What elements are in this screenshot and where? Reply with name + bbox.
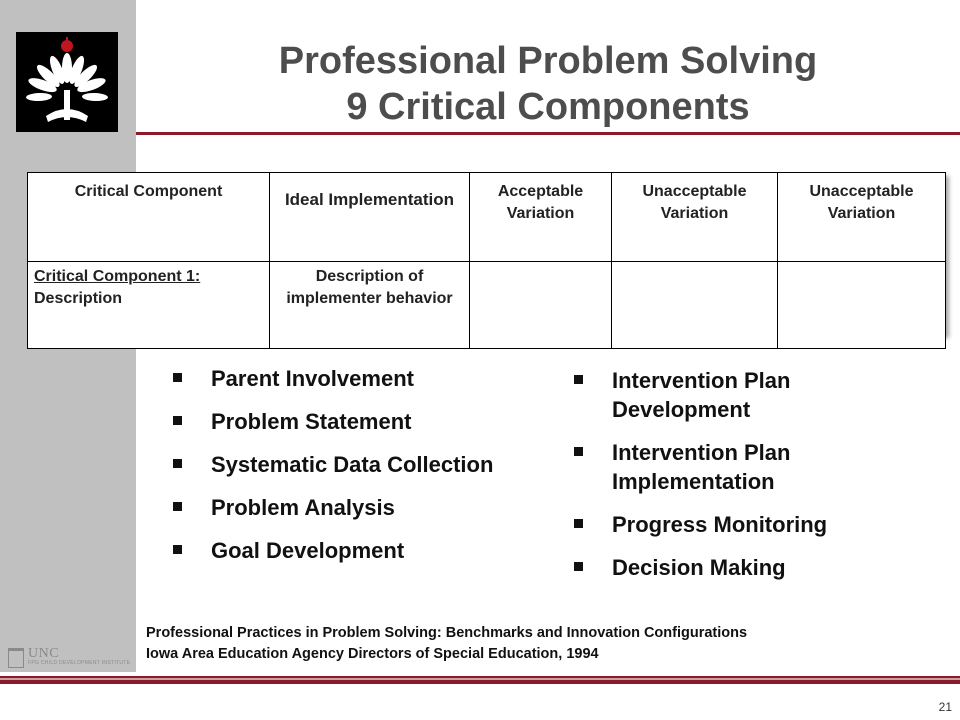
header-ideal-implementation: Ideal Implementation [270,173,470,262]
bullet-square-icon [173,502,182,511]
bullet-square-icon [574,562,583,571]
list-item: Intervention Plan Development [566,366,926,424]
fpg-logo-icon [16,32,118,132]
title-line-1: Professional Problem Solving [278,40,818,82]
bullet-square-icon [173,416,182,425]
header-unacceptable-variation-1: Unacceptable Variation [612,173,778,262]
title-divider [136,132,960,135]
bullet-square-icon [173,373,182,382]
bullet-square-icon [574,447,583,456]
cell-component [28,262,270,349]
list-item: Problem Analysis [165,493,495,522]
list-item: Goal Development [165,536,495,565]
component-table [27,172,946,349]
cell-unacceptable-2 [778,262,946,349]
pillar-icon [8,648,24,668]
source-line-1: Professional Practices in Problem Solving: Benchmarks and Innovation Configurations [146,625,748,641]
components-list-right [566,366,926,596]
components-list-left [165,364,495,579]
list-item: Systematic Data Collection [165,450,495,479]
table-row [28,262,946,349]
source-line-2: Iowa Area Education Agency Directors of Special Education, 1994 [146,646,599,662]
list-item: Decision Making [566,553,926,582]
header-acceptable-variation: Acceptable Variation [470,173,612,262]
component-description: Description [34,290,123,307]
cell-unacceptable-1 [612,262,778,349]
list-item: Progress Monitoring [566,510,926,539]
bullet-square-icon [173,459,182,468]
footer-divider [0,676,960,684]
title-line-2: 9 Critical Components [346,86,750,128]
component-title: Critical Component 1: [34,268,201,285]
list-item: Parent Involvement [165,364,495,393]
unc-logo [6,646,132,670]
page-number: 21 [938,700,952,714]
bullet-square-icon [574,375,583,384]
unc-logo-subtext: FPG CHILD DEVELOPMENT INSTITUTE [28,660,131,666]
table-header-row [28,173,946,262]
header-unacceptable-variation-2: Unacceptable Variation [778,173,946,262]
unc-logo-text: UNC [28,646,60,661]
source-citation [146,623,946,665]
bullet-square-icon [574,519,583,528]
cell-ideal: Description of implementer behavior [270,262,470,349]
list-item: Problem Statement [165,407,495,436]
cell-acceptable [470,262,612,349]
header-critical-component: Critical Component [28,173,270,262]
list-item: Intervention Plan Implementation [566,438,926,496]
component-table-container [27,172,945,334]
slide-title [136,38,960,130]
bullet-square-icon [173,545,182,554]
